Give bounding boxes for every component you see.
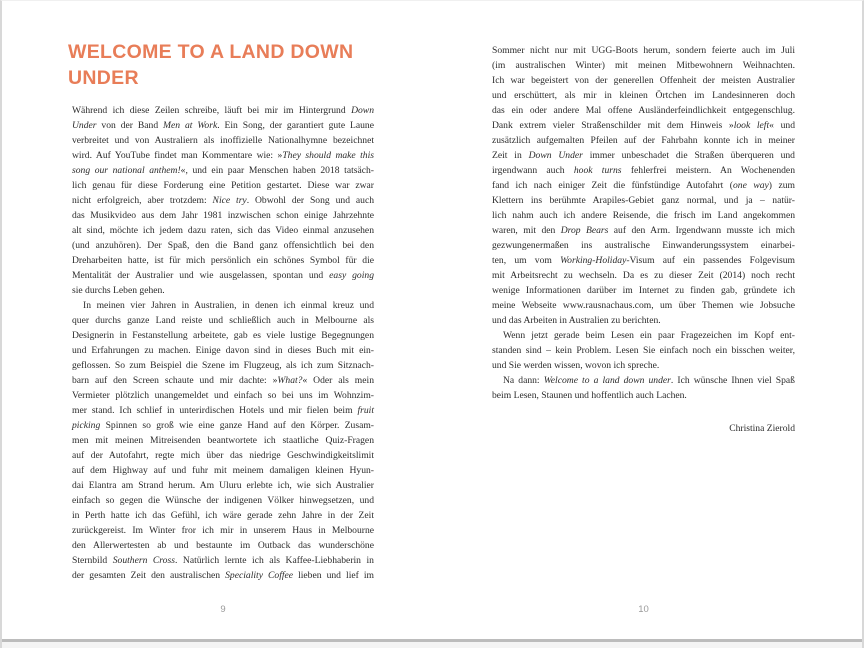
text-line: song our national anthem!«, und ein paar Menschen haben 2018 tatsäch- [72, 165, 374, 176]
text-line: quer durchs ganze Land reiste und schließlich auch in Melbourne als [72, 315, 374, 326]
left-page-text [72, 103, 374, 583]
text-line: men mit meinen Mitreisenden beantwortete ich staatliche Quiz-Fragen [72, 435, 374, 446]
text-line: Na dann: Welcome to a land down under. Ich wünsche Ihnen viel Spaß [503, 375, 795, 386]
chapter-title-line-1: WELCOME TO A LAND DOWN [68, 41, 354, 63]
text-line: und Erfahrungen zu machen. Einige davon sind in dieses Buch mit ein- [72, 345, 374, 356]
text-line: auf dem Highway auf und fuhr mit meinem damaligen kleinen Hyun- [72, 465, 374, 476]
text-line: (und anzuhören). Der Spaß, den die Band ganz offensichtlich bei den [72, 240, 374, 251]
text-line: und das Arbeiten in Australien zu berichten. [492, 315, 661, 326]
page-bottom-edge [0, 639, 864, 648]
paragraph [72, 103, 374, 298]
text-line: Vermieter plötzlich unangemeldet und einfach so bei uns im Wohnzim- [72, 390, 374, 401]
right-page-number: 10 [638, 604, 649, 615]
right-page-text [492, 43, 795, 403]
paragraph [492, 43, 795, 328]
text-line: Mentalität der Australier und wie ausgelassen, spontan und easy going [72, 270, 374, 281]
text-line: beim Lesen, Staunen und hoffentlich auch Lachen. [492, 390, 687, 401]
text-line: standen sind – kein Problem. Lesen Sie einfach noch ein bisschen weiter, [492, 345, 795, 356]
text-line: (im australischen Winter) mit meinen Mitbewohnern Weihnachten. [492, 60, 795, 71]
chapter-title-line-2: UNDER [68, 67, 139, 89]
text-line: lich nahm auch ich andere Reisende, die frisch im Land angekommen [492, 210, 795, 221]
text-line: Under von der Band Men at Work. Ein Song, der garantiert gute Laune [72, 120, 374, 131]
text-line: In meinen vier Jahren in Australien, in denen ich einmal kreuz und [83, 300, 374, 311]
text-line: Sternbild Southern Cross. Natürlich lernte ich als Kaffee-Liebhaberin in [72, 555, 374, 566]
text-line: dai Elantra am Strand herum. Am Uluru erlebte ich, wie sich Australier [72, 480, 374, 491]
text-line: Designerin in Festanstellung arbeitete, gab es viele lustige Begegnungen [72, 330, 374, 341]
text-line: lich genau für diese Forderung eine Petition gestartet. Diese war zwar [72, 180, 374, 191]
text-line: barn auf den Screen schaute und mir dachte: »What?« Oder als mein [72, 375, 374, 386]
text-line: nicht erfolgreich, aber trotzdem: Nice try. Obwohl der Song und auch [72, 195, 375, 206]
paragraph [492, 373, 795, 403]
text-line: Dreharbeiten hatte, ist für mich persönlich ein schönes Symbol für die [72, 255, 374, 266]
text-line: das ein oder andere Mal offene Ausländerfeindlichkeit entgegenschlug. [492, 105, 795, 116]
text-line: wenige Informationen darüber im Internet zu finden gab, gründete ich [492, 285, 795, 296]
chapter-title [68, 39, 388, 91]
text-line: auf der Autofahrt, regte mich über das niedrige Geschwindigkeitslimit [72, 450, 374, 461]
text-line: irgendwann auch hook turns fehlerfrei meistern. An Wochenenden [492, 165, 795, 176]
text-line: Wenn jetzt gerade beim Lesen ein paar Fragezeichen im Kopf ent- [503, 330, 795, 341]
text-line: geflossen. So zum Beispiel die Szene im Flugzeug, als ich zum Sitznach- [72, 360, 374, 371]
text-line: verbreitet und von Australiern als inoffizielle Nationalhymne bezeichnet [72, 135, 374, 146]
text-line: einfach so gegen die Wünsche der indigenen Völker hinwegsetzen, und [72, 495, 374, 506]
text-line: mit Arbeitsrecht zu wechseln. Da es zu dieser Zeit (2014) noch recht [492, 270, 795, 281]
text-line: der gesamten Zeit den australischen Speciality Coffee lieben und lief im [72, 570, 374, 581]
text-line: Während ich diese Zeilen schreibe, läuft bei mir im Hintergrund Down [72, 105, 374, 116]
text-line: Klettern ins berühmte Arapiles-Gebiet ganz normal, und ja – natür- [492, 195, 795, 206]
text-line: picking Spinnen so groß wie eine ganze Hand auf den Körper. Zusam- [72, 420, 374, 431]
text-line: waren, mit den Drop Bears auf den Arm. Irgendwann musste ich mich [492, 225, 795, 236]
text-line: den Allerwertesten ab und bestaunte im Outback das wunderschöne [72, 540, 374, 551]
text-line: Zeit in Down Under immer unbeschadet die Straßen überqueren und [492, 150, 795, 161]
text-line: und erschüttert, als mir in kleinen Örtchen im Landesinneren doch [492, 90, 795, 101]
text-line: ten, um vom Working-Holiday-Visum auf ein passendes Folgevisum [492, 255, 795, 266]
left-page-number: 9 [220, 604, 226, 615]
text-line: in Perth hatte ich das Gefühl, ich wäre gerade zehn Jahre in der Zeit [72, 510, 374, 521]
text-line: Dank extrem vieler Straßenschilder mit dem Hinweis »look left« und [492, 120, 795, 131]
text-line: meine Webseite www.rausnachaus.com, um über Themen wie Jobsuche [492, 300, 795, 311]
paragraph [72, 298, 374, 583]
paragraph [492, 328, 795, 373]
text-line: mer stand. Ich schlief in unterirdischen Hotels und mir fielen beim fruit [72, 405, 374, 416]
text-line: wird. Auf YouTube findet man Kommentare wie: »They should make this [72, 150, 374, 161]
author-signature: Christina Zierold [729, 423, 795, 434]
text-line: Ich war begeistert von der generellen Offenheit der meisten Australier [492, 75, 795, 86]
text-line: und Sie werden wissen, wovon ich spreche. [492, 360, 660, 371]
text-line: das Musikvideo aus dem Jahr 1981 inzwischen schon einige Jahrzehnte [72, 210, 374, 221]
text-line: Sommer nicht nur mit UGG-Boots herum, sondern feierte auch im Juli [492, 45, 795, 56]
text-line: sie durchs Leben gehen. [72, 285, 165, 296]
text-line: gezwungenermaßen ins australische Einwanderungssystem einarbei- [492, 240, 795, 251]
text-line: alt sind, möchte ich jedem dazu raten, sich das Video einmal anzusehen [72, 225, 374, 236]
text-line: fand ich nach einiger Zeit die fünfstündige Autofahrt (one way) zum [492, 180, 795, 191]
text-line: zusätzlich aufgemalten Pfeilen auf der Fahrbahn konnte ich in meiner [492, 135, 795, 146]
text-line: zurückgereist. Im Winter fror ich mir in unserem Haus in Melbourne [72, 525, 374, 536]
